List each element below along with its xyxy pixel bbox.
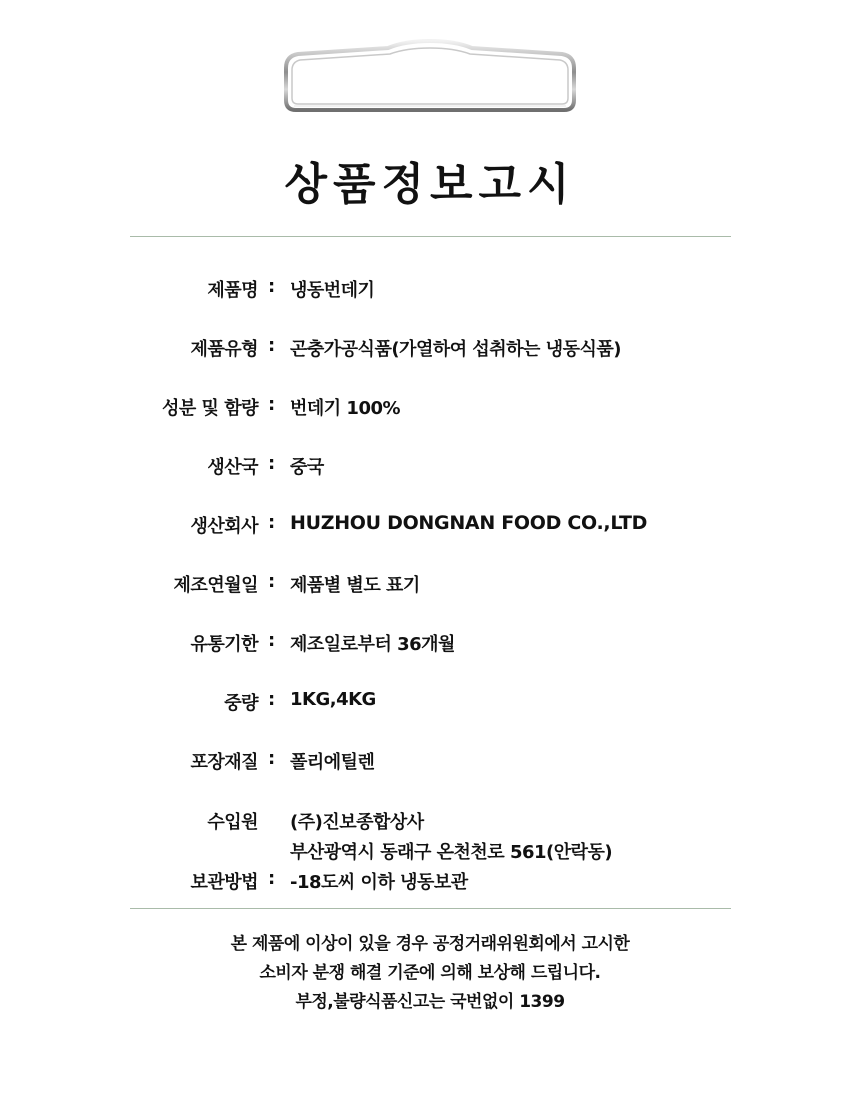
- row-label: 보관방법: [190, 872, 258, 893]
- row-value: 부산광역시 동래구 온천천로 561(안락동): [290, 842, 613, 863]
- row-value: 제품별 별도 표기: [290, 575, 420, 596]
- binder-clip-icon: [280, 38, 580, 114]
- bottom-divider: [130, 908, 731, 909]
- info-row-country: [0, 453, 860, 483]
- info-row-manufacturer: [0, 512, 860, 542]
- row-value: 냉동번데기: [290, 280, 375, 301]
- info-row-importer: [0, 808, 860, 838]
- row-colon: :: [268, 571, 275, 592]
- row-label: 중량: [224, 693, 258, 714]
- row-value: 제조일로부터 36개월: [290, 634, 455, 655]
- info-row-ingredients: [0, 394, 860, 424]
- notice-line: 소비자 분쟁 해결 기준에 의해 보상해 드립니다.: [259, 963, 601, 983]
- row-value: 번데기 100%: [290, 398, 401, 419]
- info-row-weight: [0, 689, 860, 719]
- row-colon: :: [268, 748, 275, 769]
- row-label: 성분 및 함량: [162, 398, 258, 419]
- row-label: 제조연월일: [173, 575, 258, 596]
- row-label: 생산국: [207, 457, 258, 478]
- info-row-expiry: [0, 630, 860, 660]
- info-row-product-type: [0, 335, 860, 365]
- info-row-packaging: [0, 748, 860, 778]
- row-value: 폴리에틸렌: [290, 752, 375, 773]
- row-colon: :: [268, 630, 275, 651]
- top-divider: [130, 236, 731, 237]
- row-value: 중국: [290, 457, 324, 478]
- row-value: -18도씨 이하 냉동보관: [290, 872, 468, 893]
- row-value: 곤충가공식품(가열하여 섭취하는 냉동식품): [290, 339, 621, 360]
- info-row-storage: [0, 868, 860, 898]
- row-label: 유통기한: [190, 634, 258, 655]
- row-value: 1KG,4KG: [290, 689, 376, 710]
- row-colon: :: [268, 394, 275, 415]
- notice-line: 본 제품에 이상이 있을 경우 공정거래위원회에서 고시한: [230, 934, 630, 954]
- row-label: 수입원: [207, 812, 258, 833]
- row-colon: :: [268, 868, 275, 889]
- info-row-manufacture-date: [0, 571, 860, 601]
- row-colon: :: [268, 453, 275, 474]
- row-label: 제품명: [207, 280, 258, 301]
- row-value: HUZHOU DONGNAN FOOD CO.,LTD: [290, 512, 648, 534]
- consumer-notice: [0, 930, 860, 1017]
- info-row-importer-address: [0, 838, 860, 868]
- notice-line: 부정,불량식품신고는 국번없이 1399: [295, 992, 565, 1012]
- row-label: 제품유형: [190, 339, 258, 360]
- info-row-product-name: [0, 276, 860, 306]
- row-colon: :: [268, 276, 275, 297]
- row-colon: :: [268, 689, 275, 710]
- row-colon: :: [268, 335, 275, 356]
- row-label: 생산회사: [190, 516, 258, 537]
- row-colon: :: [268, 512, 275, 533]
- page-title: 상품정보고시: [284, 159, 576, 210]
- row-value: (주)진보종합상사: [290, 812, 424, 833]
- row-label: 포장재질: [190, 752, 258, 773]
